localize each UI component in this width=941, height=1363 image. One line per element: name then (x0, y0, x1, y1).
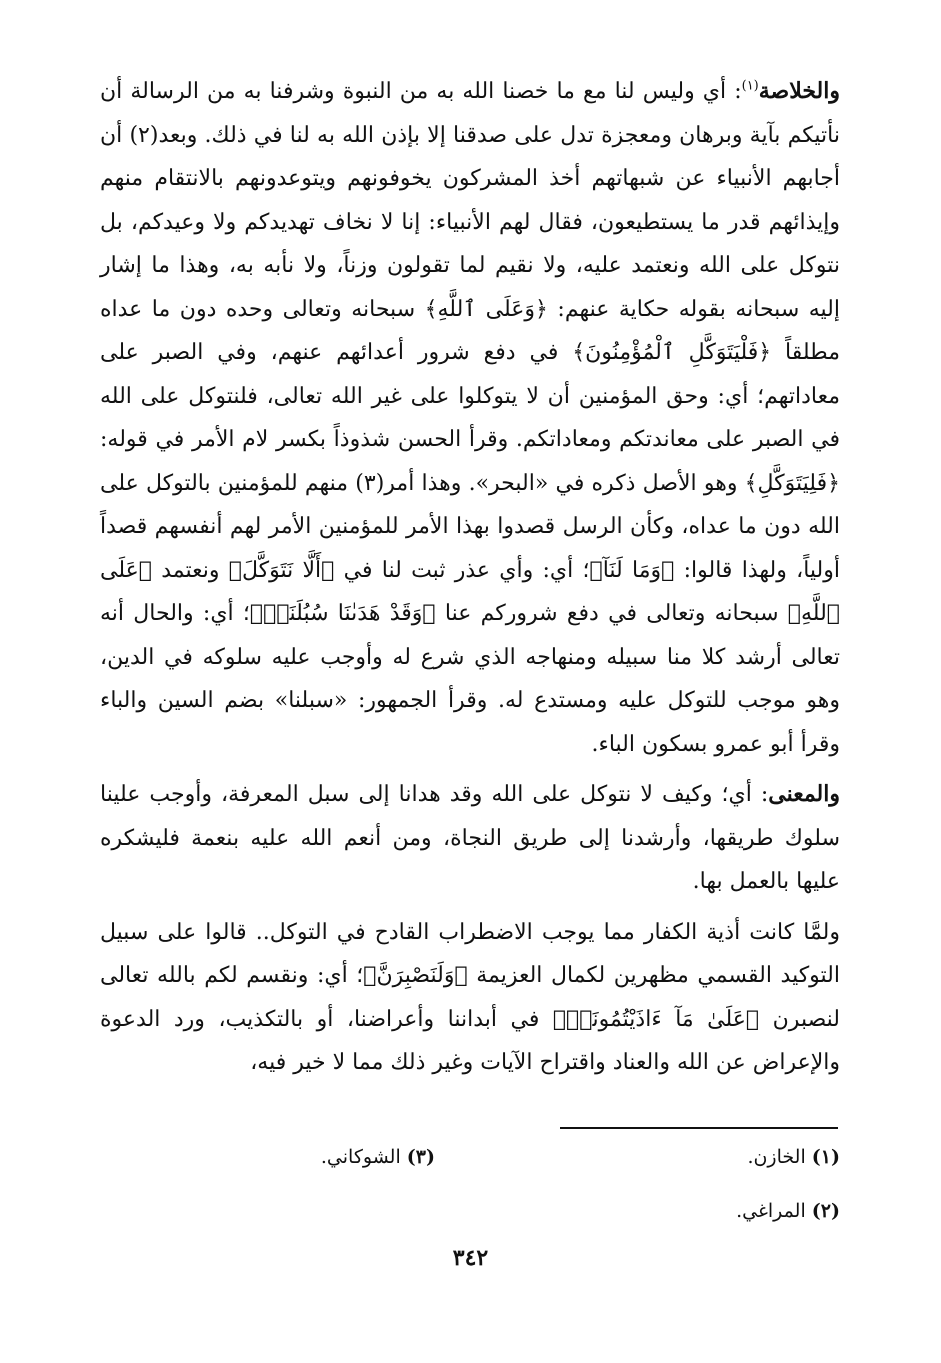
footnote-number: (٢) (811, 1200, 840, 1222)
main-text (100, 70, 840, 1085)
paragraph-lead: والمعنى (768, 781, 840, 807)
paragraph-third (100, 911, 840, 1085)
paragraph-text: : أي؛ وكيف لا نتوكل على الله وقد هدانا إلى سبل المعرفة، وأوجب علينا سلوك طريقها، وأرشدنا إلى طريق النجاة، ومن أنعم الله عليه بنعمة فليشكره عليها بالعمل بها. (100, 782, 840, 894)
page-number: ٣٤٢ (452, 1245, 489, 1271)
footnotes (100, 1140, 840, 1228)
paragraph-conclusion (100, 70, 840, 766)
footnote-number: (١) (811, 1146, 840, 1168)
footnote-text: الشوكاني. (320, 1146, 401, 1168)
footnote-row (100, 1140, 840, 1174)
paragraph-text: ولمَّا كانت أذية الكفار مما يوجب الاضطراب القادح في التوكل.. قالوا على سبيل التوكيد القسمي مظهرين لكمال العزيمة ﴿وَلَنَصْبِرَنَّ﴾؛ أي: ونقسم لكم بالله تعالى لنصبرن ﴿عَلَىٰ مَآ ءَاذَيْتُمُونَاۚ﴾ في أبداننا وأعراضنا، أو بالتكذيب، ورد الدعوة والإعراض عن الله والعناد واقتراح الآيات وغير ذلك مما لا خير فيه، (100, 919, 840, 1075)
footnote-1 (610, 1140, 840, 1174)
footnote-2 (610, 1194, 840, 1228)
footnote-text: المراغي. (736, 1200, 806, 1222)
paragraph-meaning (100, 773, 840, 904)
footnote-number: (٣) (406, 1146, 435, 1168)
footnote-separator (560, 1127, 838, 1129)
paragraph-lead: والخلاصة (758, 78, 840, 104)
footnote-row (100, 1194, 840, 1228)
footnote-3 (205, 1140, 435, 1174)
paragraph-text: : أي وليس لنا مع ما خصنا الله به من النبوة وشرفنا به من الرسالة أن نأتيكم بآية وبرهان ومعجزة تدل على صدقنا إلا بإذن الله به لنا في ذلك. وبعد(٢) أن أجابهم الأنبياء عن شبهاتهم أخذ المشركون يخوفونهم ويتوعدونهم بالانتقام منهم وإيذائهم قدر ما يستطيعون، فقال لهم الأنبياء: إنا لا نخاف تهديدكم ولا وعيدكم، بل نتوكل على الله ونعتمد عليه، ولا نقيم لما تقولون وزناً، ولا نأبه به، وهذا ما إشار إليه سبحانه بقوله حكاية عنهم: ﴿وَعَلَى ٱللَّهِ﴾ سبحانه وتعالى وحده دون ما عداه مطلقاً ﴿فَلْيَتَوَكَّلِ ٱلْمُؤْمِنُونَ﴾ في دفع شرور أعدائهم عنهم، وفي الصبر على معاداتهم؛ أي: وحق المؤمنين أن لا يتوكلوا على غير الله تعالى، فلنتوكل على الله في الصبر على معاندتكم ومعاداتكم. وقرأ الحسن شذوذاً بكسر لام الأمر في قوله: ﴿فَلِيَتَوَكَّلِ﴾ وهو الأصل ذكره في «البحر». وهذا أمر(٣) منهم للمؤمنين بالتوكل على الله دون ما عداه، وكأن الرسل قصدوا بهذا الأمر للمؤمنين الأمر لهم أنفسهم قصداً أولياً، ولهذا قالوا: ﴿وَمَا لَنَآ﴾؛ أي: وأي عذر ثبت لنا في ﴿أَلَّا نَتَوَكَّلَ﴾ ونعتمد ﴿عَلَى ٱللَّهِ﴾ سبحانه وتعالى في دفع شروركم عنا ﴿وَقَدْ هَدَىٰنَا سُبُلَنَاۚ﴾؛ أي: والحال أنه تعالى أرشد كلا منا سبيله ومنهاجه الذي شرع له وأوجب عليه سلوكه في الدين، وهو موجب للتوكل عليه ومستدع له. وقرأ الجمهور: «سبلنا» بضم السين والباء وقرأ أبو عمرو بسكون الباء. (100, 79, 840, 757)
footnote-text: الخازن. (747, 1146, 806, 1168)
footnote-ref: (١) (741, 78, 759, 94)
